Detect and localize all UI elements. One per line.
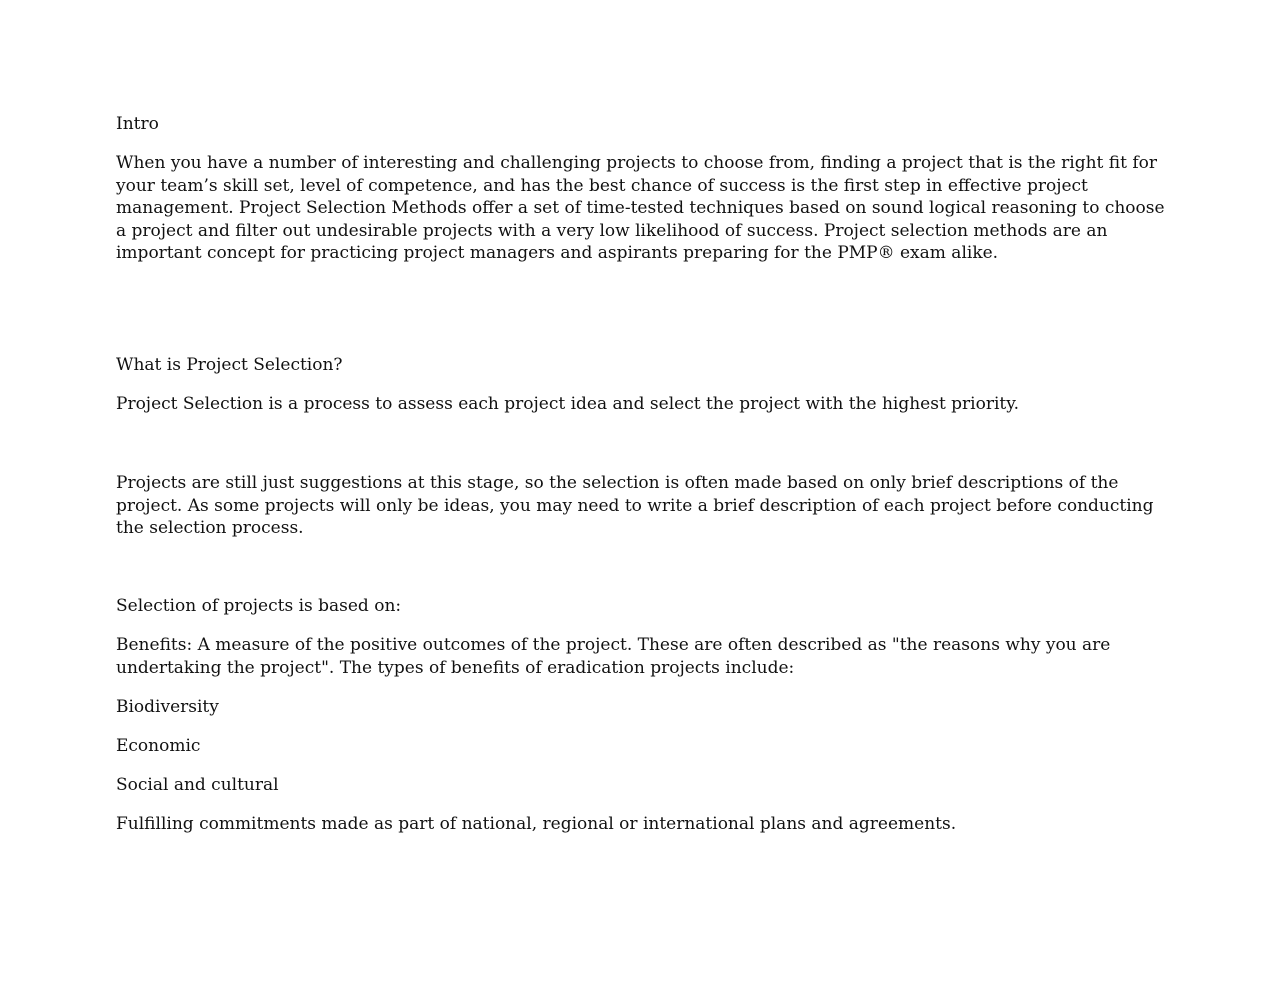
intro-paragraph: When you have a number of interesting and challenging projects to choose from, finding a project that is the right fit for your team’s skill set, level of competence, and has the best chance of success is the first step in effective project management. Project Selection Methods offer a set of time-tested techniques based on sound logical reasoning to choose a project and filter out undesirable projects with a very low likelihood of success. Project selection methods are an important concept for practicing project managers and aspirants preparing for the PMP® exam alike.: [116, 153, 1165, 263]
benefits-paragraph: Benefits: A measure of the positive outcomes of the project. These are often described as "the reasons why you are undertaking the project". The types of benefits of eradication projects include:: [116, 635, 1111, 678]
spacer: [116, 556, 1166, 595]
based-on-heading: Selection of projects is based on:: [116, 596, 402, 616]
benefit-type-item: Social and cultural: [116, 774, 279, 795]
what-is-heading: What is Project Selection?: [116, 355, 343, 375]
spacer: [116, 432, 1166, 472]
benefit-type-item: Fulfilling commitments made as part of national, regional or international plans and agreements.: [116, 813, 957, 834]
suggestions-paragraph: Projects are still just suggestions at this stage, so the selection is often made based on only brief descriptions of the project. As some projects will only be ideas, you may need to write a brief description of each project before conducting the selection process.: [116, 473, 1154, 538]
benefit-type-item: Biodiversity: [116, 696, 219, 717]
document-page: [116, 113, 1166, 852]
benefit-type-item: Economic: [116, 735, 201, 756]
intro-heading: Intro: [116, 114, 159, 134]
what-is-paragraph: Project Selection is a process to assess each project idea and select the project with the highest priority.: [116, 394, 1020, 414]
spacer: [116, 281, 1166, 354]
